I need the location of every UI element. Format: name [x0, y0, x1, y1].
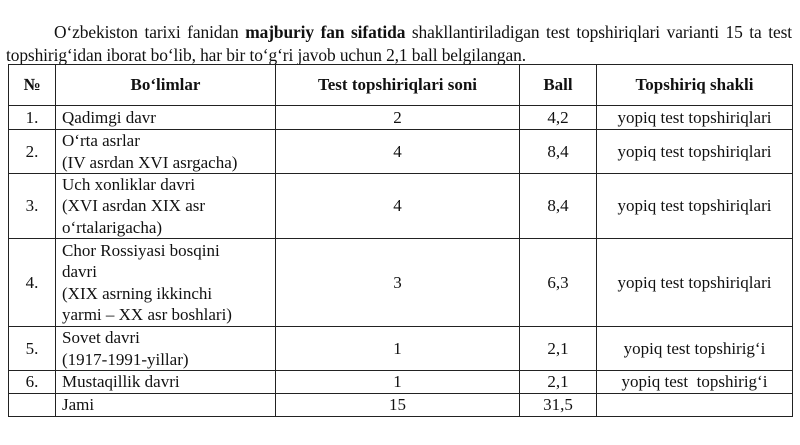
row-ball: 2,1: [520, 327, 597, 371]
table-header-row: [9, 65, 793, 106]
total-ball: 31,5: [520, 394, 597, 417]
total-label: Jami: [56, 394, 276, 417]
total-task-form: [597, 394, 793, 417]
row-ball: 4,2: [520, 106, 597, 130]
section-line: O‘rta asrlar: [62, 131, 140, 151]
total-number: [9, 394, 56, 417]
row-task-form: yopiq test topshiriqlari: [597, 174, 793, 239]
intro-text-start: O‘zbekiston tarixi fanidan: [54, 22, 246, 43]
table-row: [9, 106, 793, 130]
section-line: Uch xonliklar davri: [62, 175, 196, 195]
row-section: [56, 239, 276, 327]
row-ball: 8,4: [520, 130, 597, 174]
row-task-form: yopiq test topshirig‘i: [597, 327, 793, 371]
section-line: (XIX asrning ikkinchi: [62, 283, 213, 303]
row-ball: 6,3: [520, 239, 597, 327]
section-line: davri: [62, 262, 97, 282]
row-task-form: yopiq test topshiriqlari: [597, 130, 793, 174]
row-number: 3.: [9, 174, 56, 239]
table-row: [9, 371, 793, 394]
section-line: Chor Rossiyasi bosqini: [62, 240, 220, 260]
intro-text-end: shakllantiriladigan test topshiriqlari varianti 15 ta test topshirig‘idan iborat bo‘lib, har bir to‘g‘ri javob uchun 2,1 ball belgilangan.: [6, 22, 792, 66]
header-sections: Bo‘limlar: [56, 65, 276, 106]
row-section: [56, 130, 276, 174]
row-test-count: 4: [276, 174, 520, 239]
sections-table: [8, 64, 793, 417]
row-number: 1.: [9, 106, 56, 130]
row-task-form: yopiq test topshirig‘i: [597, 371, 793, 394]
table-row: [9, 130, 793, 174]
row-number: 6.: [9, 371, 56, 394]
row-number: 5.: [9, 327, 56, 371]
section-line: yarmi – XX asr boshlari): [62, 304, 232, 324]
intro-paragraph: [6, 21, 792, 67]
header-test-count: Test topshiriqlari soni: [276, 65, 520, 106]
table-row: [9, 174, 793, 239]
row-section: [56, 327, 276, 371]
row-ball: 2,1: [520, 371, 597, 394]
section-line: Mustaqillik davri: [62, 372, 180, 392]
intro-text-bold: majburiy fan sifatida: [245, 22, 406, 43]
row-number: 4.: [9, 239, 56, 327]
section-line: (1917-1991-yillar): [62, 349, 189, 369]
section-line: Sovet davri: [62, 328, 140, 348]
row-test-count: 2: [276, 106, 520, 130]
table-total-row: [9, 394, 793, 417]
header-task-form: Topshiriq shakli: [597, 65, 793, 106]
section-line: (XVI asrdan XIX asr: [62, 196, 206, 216]
row-task-form: yopiq test topshiriqlari: [597, 239, 793, 327]
row-section: [56, 174, 276, 239]
row-test-count: 4: [276, 130, 520, 174]
row-section: [56, 106, 276, 130]
section-line: (IV asrdan XVI asrgacha): [62, 152, 238, 172]
header-ball: Ball: [520, 65, 597, 106]
row-section: [56, 371, 276, 394]
section-line: o‘rtalarigacha): [62, 217, 163, 237]
row-test-count: 1: [276, 327, 520, 371]
row-task-form: yopiq test topshiriqlari: [597, 106, 793, 130]
table-row: [9, 239, 793, 327]
row-number: 2.: [9, 130, 56, 174]
row-test-count: 3: [276, 239, 520, 327]
section-line: Qadimgi davr: [62, 107, 156, 127]
row-test-count: 1: [276, 371, 520, 394]
total-test-count: 15: [276, 394, 520, 417]
row-ball: 8,4: [520, 174, 597, 239]
table-row: [9, 327, 793, 371]
header-number: №: [9, 65, 56, 106]
